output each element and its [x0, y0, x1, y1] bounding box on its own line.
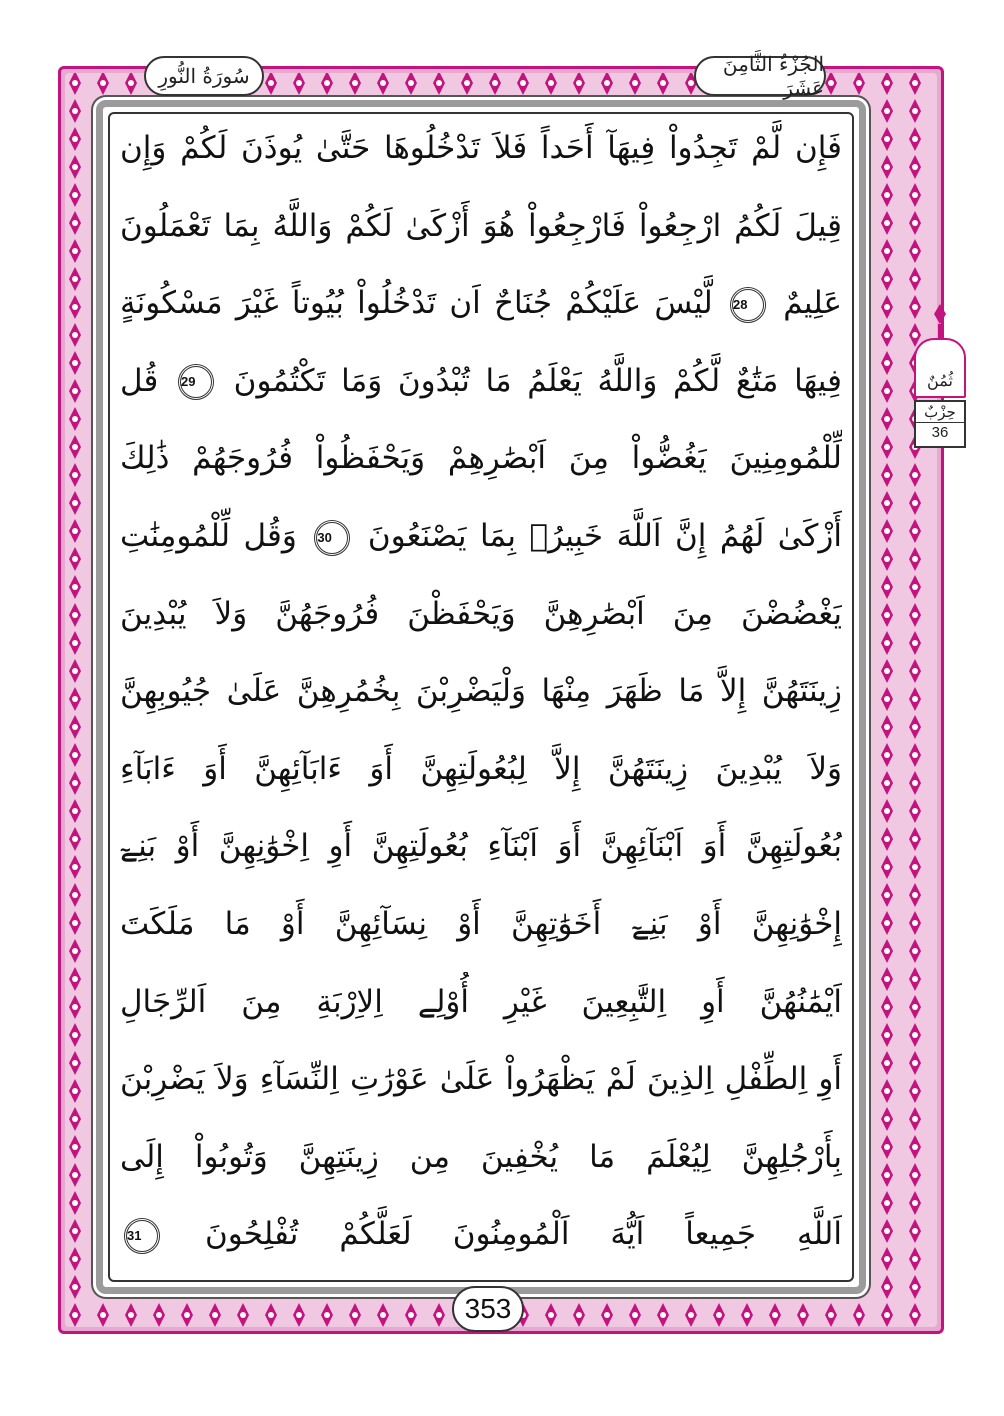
- marker-finial-icon: [932, 304, 948, 340]
- text-line: [120, 661, 842, 721]
- verse-text: اَيْمَٰنُهُنَّ أَوِ اِلتَّٰبِعِينَ غَيْرِ أُوْلِے اِلاِرْبَةِ مِنَ اَلرِّجَالِ: [120, 983, 842, 1020]
- text-line: [120, 351, 842, 411]
- hizb-box: [914, 400, 966, 448]
- surah-label: سُورَةُ النُّورِ: [144, 56, 264, 96]
- text-line: [120, 428, 842, 488]
- text-line: [120, 273, 842, 333]
- verse-text: لِّلْمُومِنِينَ يَغُضُّواْ مِنَ اَبْصَٰرِهِمْ وَيَحْفَظُواْ فُرُوجَهُمْ ذَٰلِكَ: [120, 440, 842, 477]
- verse-text: عَلِيمٌ: [783, 285, 842, 322]
- verse-text: بِأَرْجُلِهِنَّ لِيُعْلَمَ مَا يُخْفِينَ مِن زِينَتِهِنَّ وَتُوبُواْ إِلَى: [120, 1138, 842, 1175]
- verse-text: أَوِ اِلطِّفْلِ اِلذِينَ لَمْ يَظْهَرُواْ عَلَىٰ عَوْرَٰتِ اِلنِّسَآءِ وَلاَ يَضْرِبْنَ: [120, 1061, 842, 1098]
- ayah-number-marker: 28: [730, 287, 766, 323]
- verse-text: قِيلَ لَكُمُ ارْجِعُواْ فَارْجِعُواْ هُوَ أَزْكَىٰ لَكُمْ وَاللَّهُ بِمَا تَعْمَلُونَ: [120, 207, 842, 244]
- text-line: [120, 196, 842, 256]
- verse-text: إِخْوَٰنِهِنَّ أَوْ بَنِےٓ أَخَوَٰتِهِنَّ أَوْ نِسَآئِهِنَّ أَوْ مَا مَلَكَتَ: [120, 906, 842, 942]
- verse-text: فَإِن لَّمْ تَجِدُواْ فِيهَآ أَحَداً فَلاَ تَدْخُلُوهَا حَتَّىٰ يُوذَنَ لَكُمْ وَإِن: [120, 130, 842, 166]
- text-line: [120, 1049, 842, 1109]
- verse-text: وَلاَ يُبْدِينَ زِينَتَهُنَّ إِلاَّ لِبُعُولَتِهِنَّ أَوَ ءَابَآئِهِنَّ أَوَ ءَابَآءِ: [120, 750, 842, 787]
- text-line: [120, 894, 842, 954]
- ayah-number-marker: 31: [124, 1218, 160, 1254]
- text-line: [120, 506, 842, 566]
- ayah-number-marker: 29: [178, 364, 214, 400]
- verse-text: قُل: [120, 362, 159, 399]
- text-line: [120, 1204, 842, 1264]
- text-line: [120, 739, 842, 799]
- verse-text: بُعُولَتِهِنَّ أَوَ اَبْنَآئِهِنَّ أَوَ اَبْنَآءِ بُعُولَتِهِنَّ أَوِ اِخْوَٰنِهِنَّ أَوْ بَنِےٓ: [120, 828, 842, 865]
- text-line: [120, 972, 842, 1032]
- hizb-label: حِزْبٌ: [924, 403, 956, 421]
- thumun-label: ثُمُنٌ: [914, 338, 966, 398]
- text-line: [120, 816, 842, 876]
- ayah-number-marker: 30: [314, 520, 350, 556]
- verse-text: لَّيْسَ عَلَيْكُمْ جُنَاحٌ اَن تَدْخُلُواْ بُيُوتاً غَيْرَ مَسْكُونَةٍ: [120, 285, 713, 322]
- verse-text: فِيهَا مَتَٰعٌ لَّكُمْ وَاللَّهُ يَعْلَمُ مَا تُبْدُونَ وَمَا تَكْتُمُونَ: [233, 362, 842, 399]
- hizb-marker: [914, 304, 966, 456]
- verse-text: يَغْضُضْنَ مِنَ اَبْصَٰرِهِنَّ وَيَحْفَظْنَ فُرُوجَهُنَّ وَلاَ يُبْدِينَ: [120, 595, 842, 632]
- juz-label: الجُزْءُ الثَّامِنَ عَشَرَ: [694, 56, 826, 96]
- verse-text: زِينَتَهُنَّ إِلاَّ مَا ظَهَرَ مِنْهَا وَلْيَضْرِبْنَ بِخُمُرِهِنَّ عَلَىٰ جُيُوبِهِنَّ: [120, 673, 842, 710]
- verse-text: أَزْكَىٰ لَهُمُ إِنَّ اَللَّهَ خَبِيرُۢ بِمَا يَصْنَعُونَ: [367, 518, 842, 554]
- text-line: [120, 118, 842, 178]
- hizb-number: 36: [916, 422, 964, 443]
- text-line: [120, 1127, 842, 1187]
- verse-text: وَقُل لِّلْمُومِنَٰتِ: [120, 518, 297, 554]
- page-number: 353: [452, 1286, 524, 1332]
- verse-text: اَللَّهِ جَمِيعاً اَيُّهَ اَلْمُومِنُونَ لَعَلَّكُمْ تُفْلِحُونَ: [204, 1216, 842, 1253]
- text-line: [120, 584, 842, 644]
